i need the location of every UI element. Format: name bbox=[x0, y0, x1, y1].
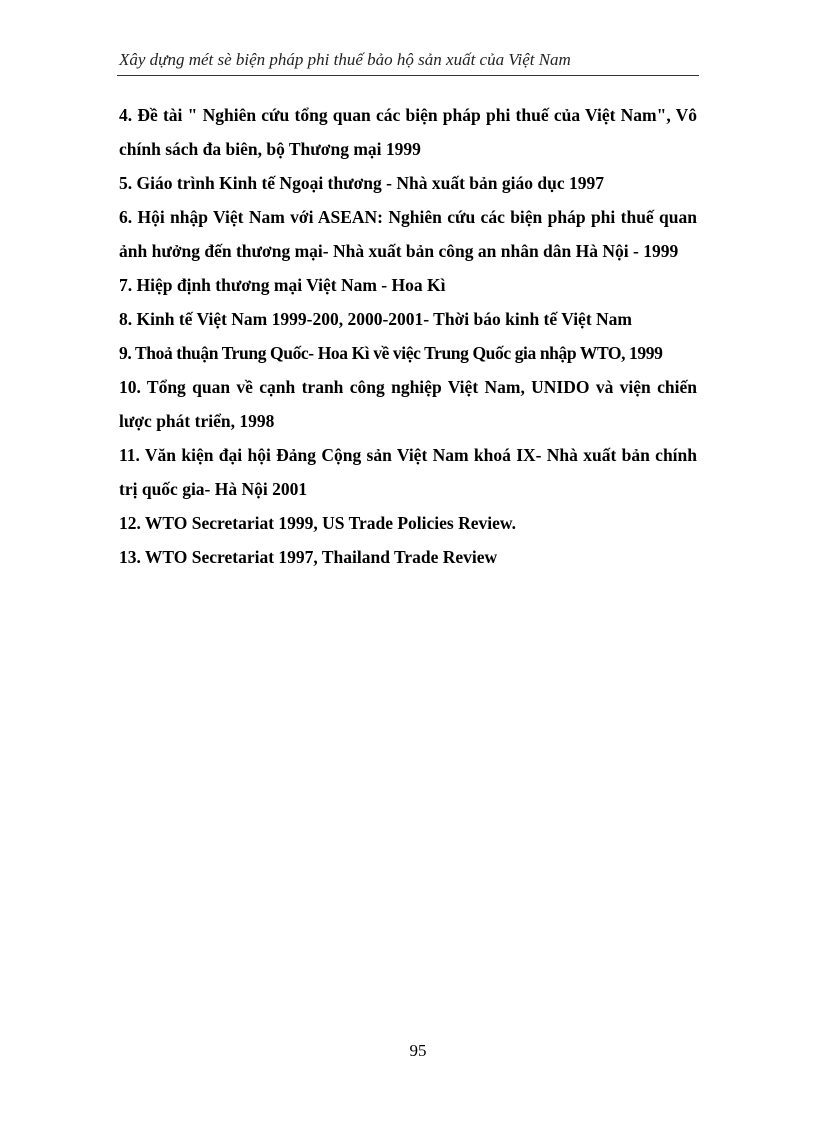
reference-item-7: 7. Hiệp định thương mại Việt Nam - Hoa Kì bbox=[119, 275, 446, 295]
reference-item-13: 13. WTO Secretariat 1997, Thailand Trade Review bbox=[119, 547, 498, 567]
reference-item-5: 5. Giáo trình Kinh tế Ngoại thương - Nhà xuất bản giáo dục 1997 bbox=[119, 173, 604, 193]
page-number: 95 bbox=[409, 1041, 427, 1060]
reference-item-9: 9. Thoả thuận Trung Quốc- Hoa Kì về việc Trung Quốc gia nhập WTO, 1999 bbox=[119, 343, 663, 363]
running-header: Xây dựng mét sè biện pháp phi thuế bảo hộ sản xuất của Việt Nam bbox=[119, 50, 571, 69]
header-divider bbox=[117, 75, 699, 76]
reference-list bbox=[119, 98, 697, 574]
reference-item-8: 8. Kinh tế Việt Nam 1999-200, 2000-2001- Thời báo kinh tế Việt Nam bbox=[119, 309, 632, 329]
reference-item-11: 11. Văn kiện đại hội Đảng Cộng sản Việt Nam khoá IX- Nhà xuất bản chính trị quốc gia- Hà Nội 2001 bbox=[119, 445, 697, 499]
reference-item-6: 6. Hội nhập Việt Nam với ASEAN: Nghiên cứu các biện pháp phi thuế quan ảnh hưởng đến thương mại- Nhà xuất bản công an nhân dân Hà Nội - 1999 bbox=[119, 207, 697, 261]
reference-item-10: 10. Tổng quan về cạnh tranh công nghiệp Việt Nam, UNIDO và viện chiến lược phát triển, 1998 bbox=[119, 377, 697, 431]
reference-item-12: 12. WTO Secretariat 1999, US Trade Policies Review. bbox=[119, 513, 516, 533]
reference-item-4: 4. Đề tài " Nghiên cứu tổng quan các biện pháp phi thuế của Việt Nam", Vô chính sách đa biên, bộ Thương mại 1999 bbox=[119, 105, 697, 159]
